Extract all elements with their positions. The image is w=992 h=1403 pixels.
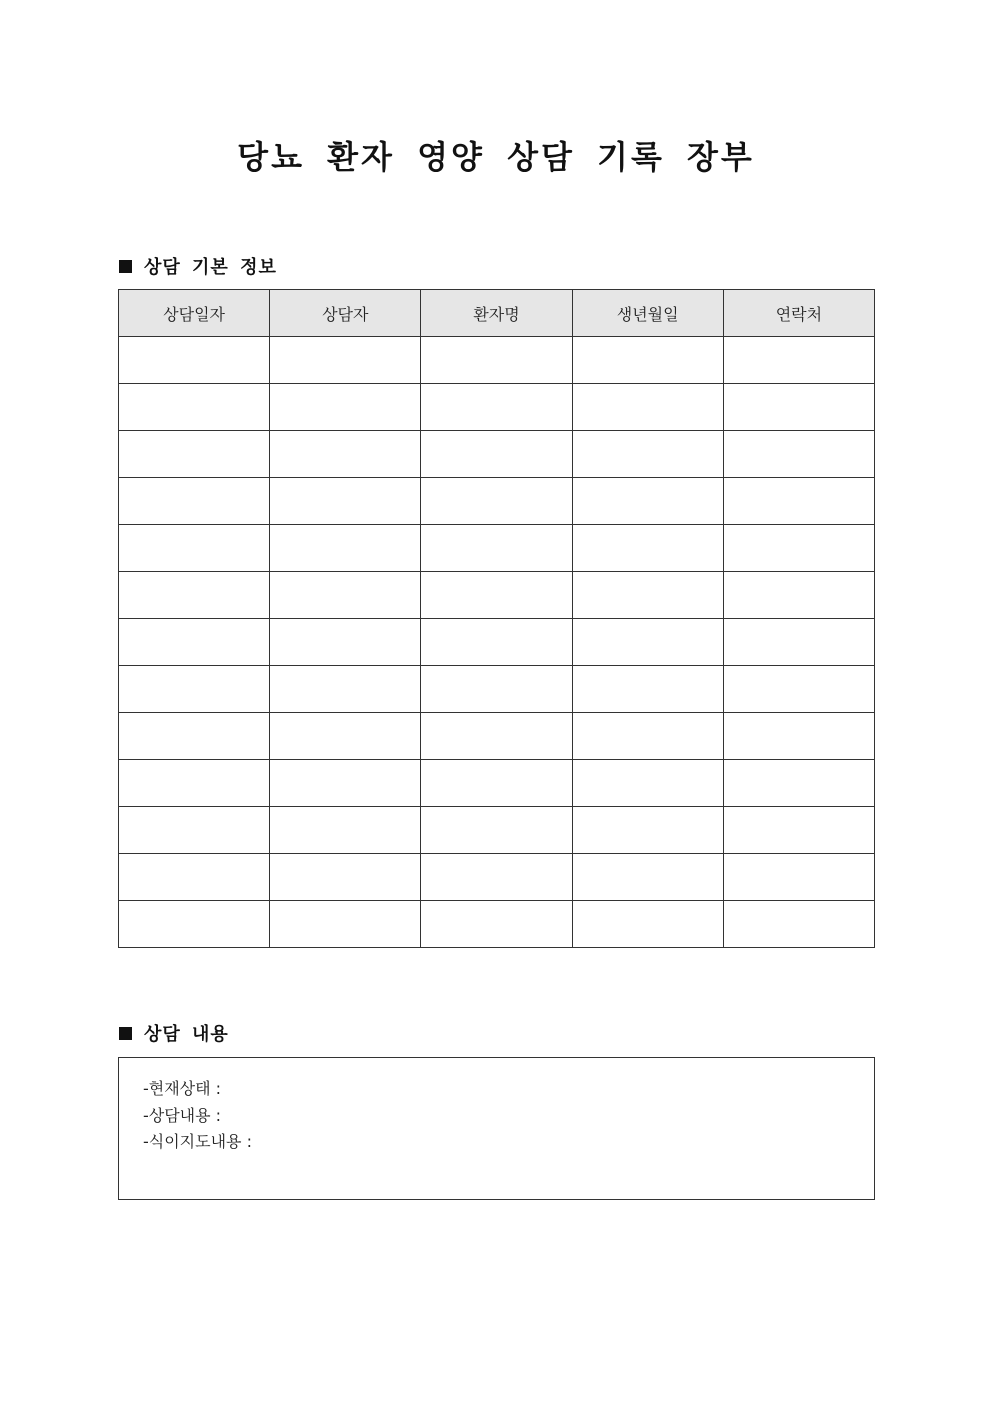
table-cell-contact[interactable] <box>723 807 874 854</box>
table-cell-birthdate[interactable] <box>572 760 723 807</box>
table-cell-counselor[interactable] <box>270 807 421 854</box>
content-line-counseling-details: -상담내용 : <box>143 1105 222 1125</box>
table-cell-date[interactable] <box>119 901 270 948</box>
table-cell-date[interactable] <box>119 478 270 525</box>
table-cell-counselor[interactable] <box>270 525 421 572</box>
table-row <box>119 478 875 525</box>
table-cell-birthdate[interactable] <box>572 431 723 478</box>
column-header-birthdate: 생년월일 <box>572 290 723 337</box>
table-cell-patient-name[interactable] <box>421 666 572 713</box>
table-cell-date[interactable] <box>119 807 270 854</box>
table-cell-date[interactable] <box>119 760 270 807</box>
table-cell-contact[interactable] <box>723 478 874 525</box>
table-cell-patient-name[interactable] <box>421 901 572 948</box>
table-body <box>119 337 875 948</box>
column-header-patient-name: 환자명 <box>421 290 572 337</box>
table-cell-contact[interactable] <box>723 384 874 431</box>
column-header-counselor: 상담자 <box>270 290 421 337</box>
section-heading-basic-info <box>119 253 277 279</box>
table-cell-date[interactable] <box>119 525 270 572</box>
table-row <box>119 760 875 807</box>
table-cell-birthdate[interactable] <box>572 901 723 948</box>
table-cell-date[interactable] <box>119 619 270 666</box>
column-header-date: 상담일자 <box>119 290 270 337</box>
table-cell-contact[interactable] <box>723 666 874 713</box>
table-row <box>119 901 875 948</box>
table-header-row <box>119 290 875 337</box>
table-cell-birthdate[interactable] <box>572 854 723 901</box>
table-cell-birthdate[interactable] <box>572 572 723 619</box>
table-row <box>119 807 875 854</box>
table-cell-patient-name[interactable] <box>421 572 572 619</box>
table-cell-date[interactable] <box>119 384 270 431</box>
table-cell-contact[interactable] <box>723 431 874 478</box>
basic-info-table <box>118 289 875 948</box>
content-line-diet-guidance: -식이지도내용 : <box>143 1132 252 1151</box>
black-square-bullet-icon <box>119 260 132 273</box>
table-cell-patient-name[interactable] <box>421 384 572 431</box>
table-cell-counselor[interactable] <box>270 854 421 901</box>
table-cell-patient-name[interactable] <box>421 525 572 572</box>
table-row <box>119 384 875 431</box>
table-cell-contact[interactable] <box>723 619 874 666</box>
table-cell-birthdate[interactable] <box>572 478 723 525</box>
table-cell-patient-name[interactable] <box>421 337 572 384</box>
table-cell-contact[interactable] <box>723 713 874 760</box>
document-title: 당뇨 환자 영양 상담 기록 장부 <box>237 138 755 176</box>
table-row <box>119 854 875 901</box>
table-cell-birthdate[interactable] <box>572 666 723 713</box>
table-cell-birthdate[interactable] <box>572 337 723 384</box>
table-cell-patient-name[interactable] <box>421 760 572 807</box>
table-cell-contact[interactable] <box>723 525 874 572</box>
table-cell-counselor[interactable] <box>270 572 421 619</box>
section-heading-content <box>119 1020 229 1046</box>
table-row <box>119 713 875 760</box>
table-row <box>119 525 875 572</box>
table-row <box>119 572 875 619</box>
table-cell-counselor[interactable] <box>270 478 421 525</box>
table-cell-counselor[interactable] <box>270 713 421 760</box>
table-cell-counselor[interactable] <box>270 760 421 807</box>
table-cell-contact[interactable] <box>723 760 874 807</box>
table-cell-counselor[interactable] <box>270 431 421 478</box>
section-heading-label: 상담 기본 정보 <box>144 257 277 278</box>
table-cell-counselor[interactable] <box>270 666 421 713</box>
table-cell-date[interactable] <box>119 854 270 901</box>
table-cell-date[interactable] <box>119 713 270 760</box>
table-cell-contact[interactable] <box>723 901 874 948</box>
table-cell-date[interactable] <box>119 572 270 619</box>
table-row <box>119 337 875 384</box>
table-cell-birthdate[interactable] <box>572 619 723 666</box>
table-cell-birthdate[interactable] <box>572 713 723 760</box>
table-cell-date[interactable] <box>119 431 270 478</box>
table-cell-patient-name[interactable] <box>421 478 572 525</box>
table-cell-patient-name[interactable] <box>421 431 572 478</box>
table-row <box>119 666 875 713</box>
section-heading-label: 상담 내용 <box>144 1024 229 1045</box>
table-cell-contact[interactable] <box>723 572 874 619</box>
black-square-bullet-icon <box>119 1027 132 1040</box>
table-row <box>119 431 875 478</box>
table-cell-patient-name[interactable] <box>421 807 572 854</box>
table-cell-counselor[interactable] <box>270 619 421 666</box>
table-cell-birthdate[interactable] <box>572 807 723 854</box>
column-header-contact: 연락처 <box>723 290 874 337</box>
table-cell-date[interactable] <box>119 666 270 713</box>
table-cell-birthdate[interactable] <box>572 384 723 431</box>
content-line-current-status: -현재상태 : <box>143 1079 222 1098</box>
table-cell-contact[interactable] <box>723 854 874 901</box>
table-cell-patient-name[interactable] <box>421 619 572 666</box>
table-cell-counselor[interactable] <box>270 384 421 431</box>
table-cell-patient-name[interactable] <box>421 713 572 760</box>
table-cell-contact[interactable] <box>723 337 874 384</box>
table-cell-birthdate[interactable] <box>572 525 723 572</box>
counseling-content-box[interactable] <box>118 1057 875 1200</box>
table-cell-counselor[interactable] <box>270 337 421 384</box>
content-lines <box>143 1076 252 1156</box>
table-cell-date[interactable] <box>119 337 270 384</box>
table-row <box>119 619 875 666</box>
table-cell-counselor[interactable] <box>270 901 421 948</box>
table-cell-patient-name[interactable] <box>421 854 572 901</box>
